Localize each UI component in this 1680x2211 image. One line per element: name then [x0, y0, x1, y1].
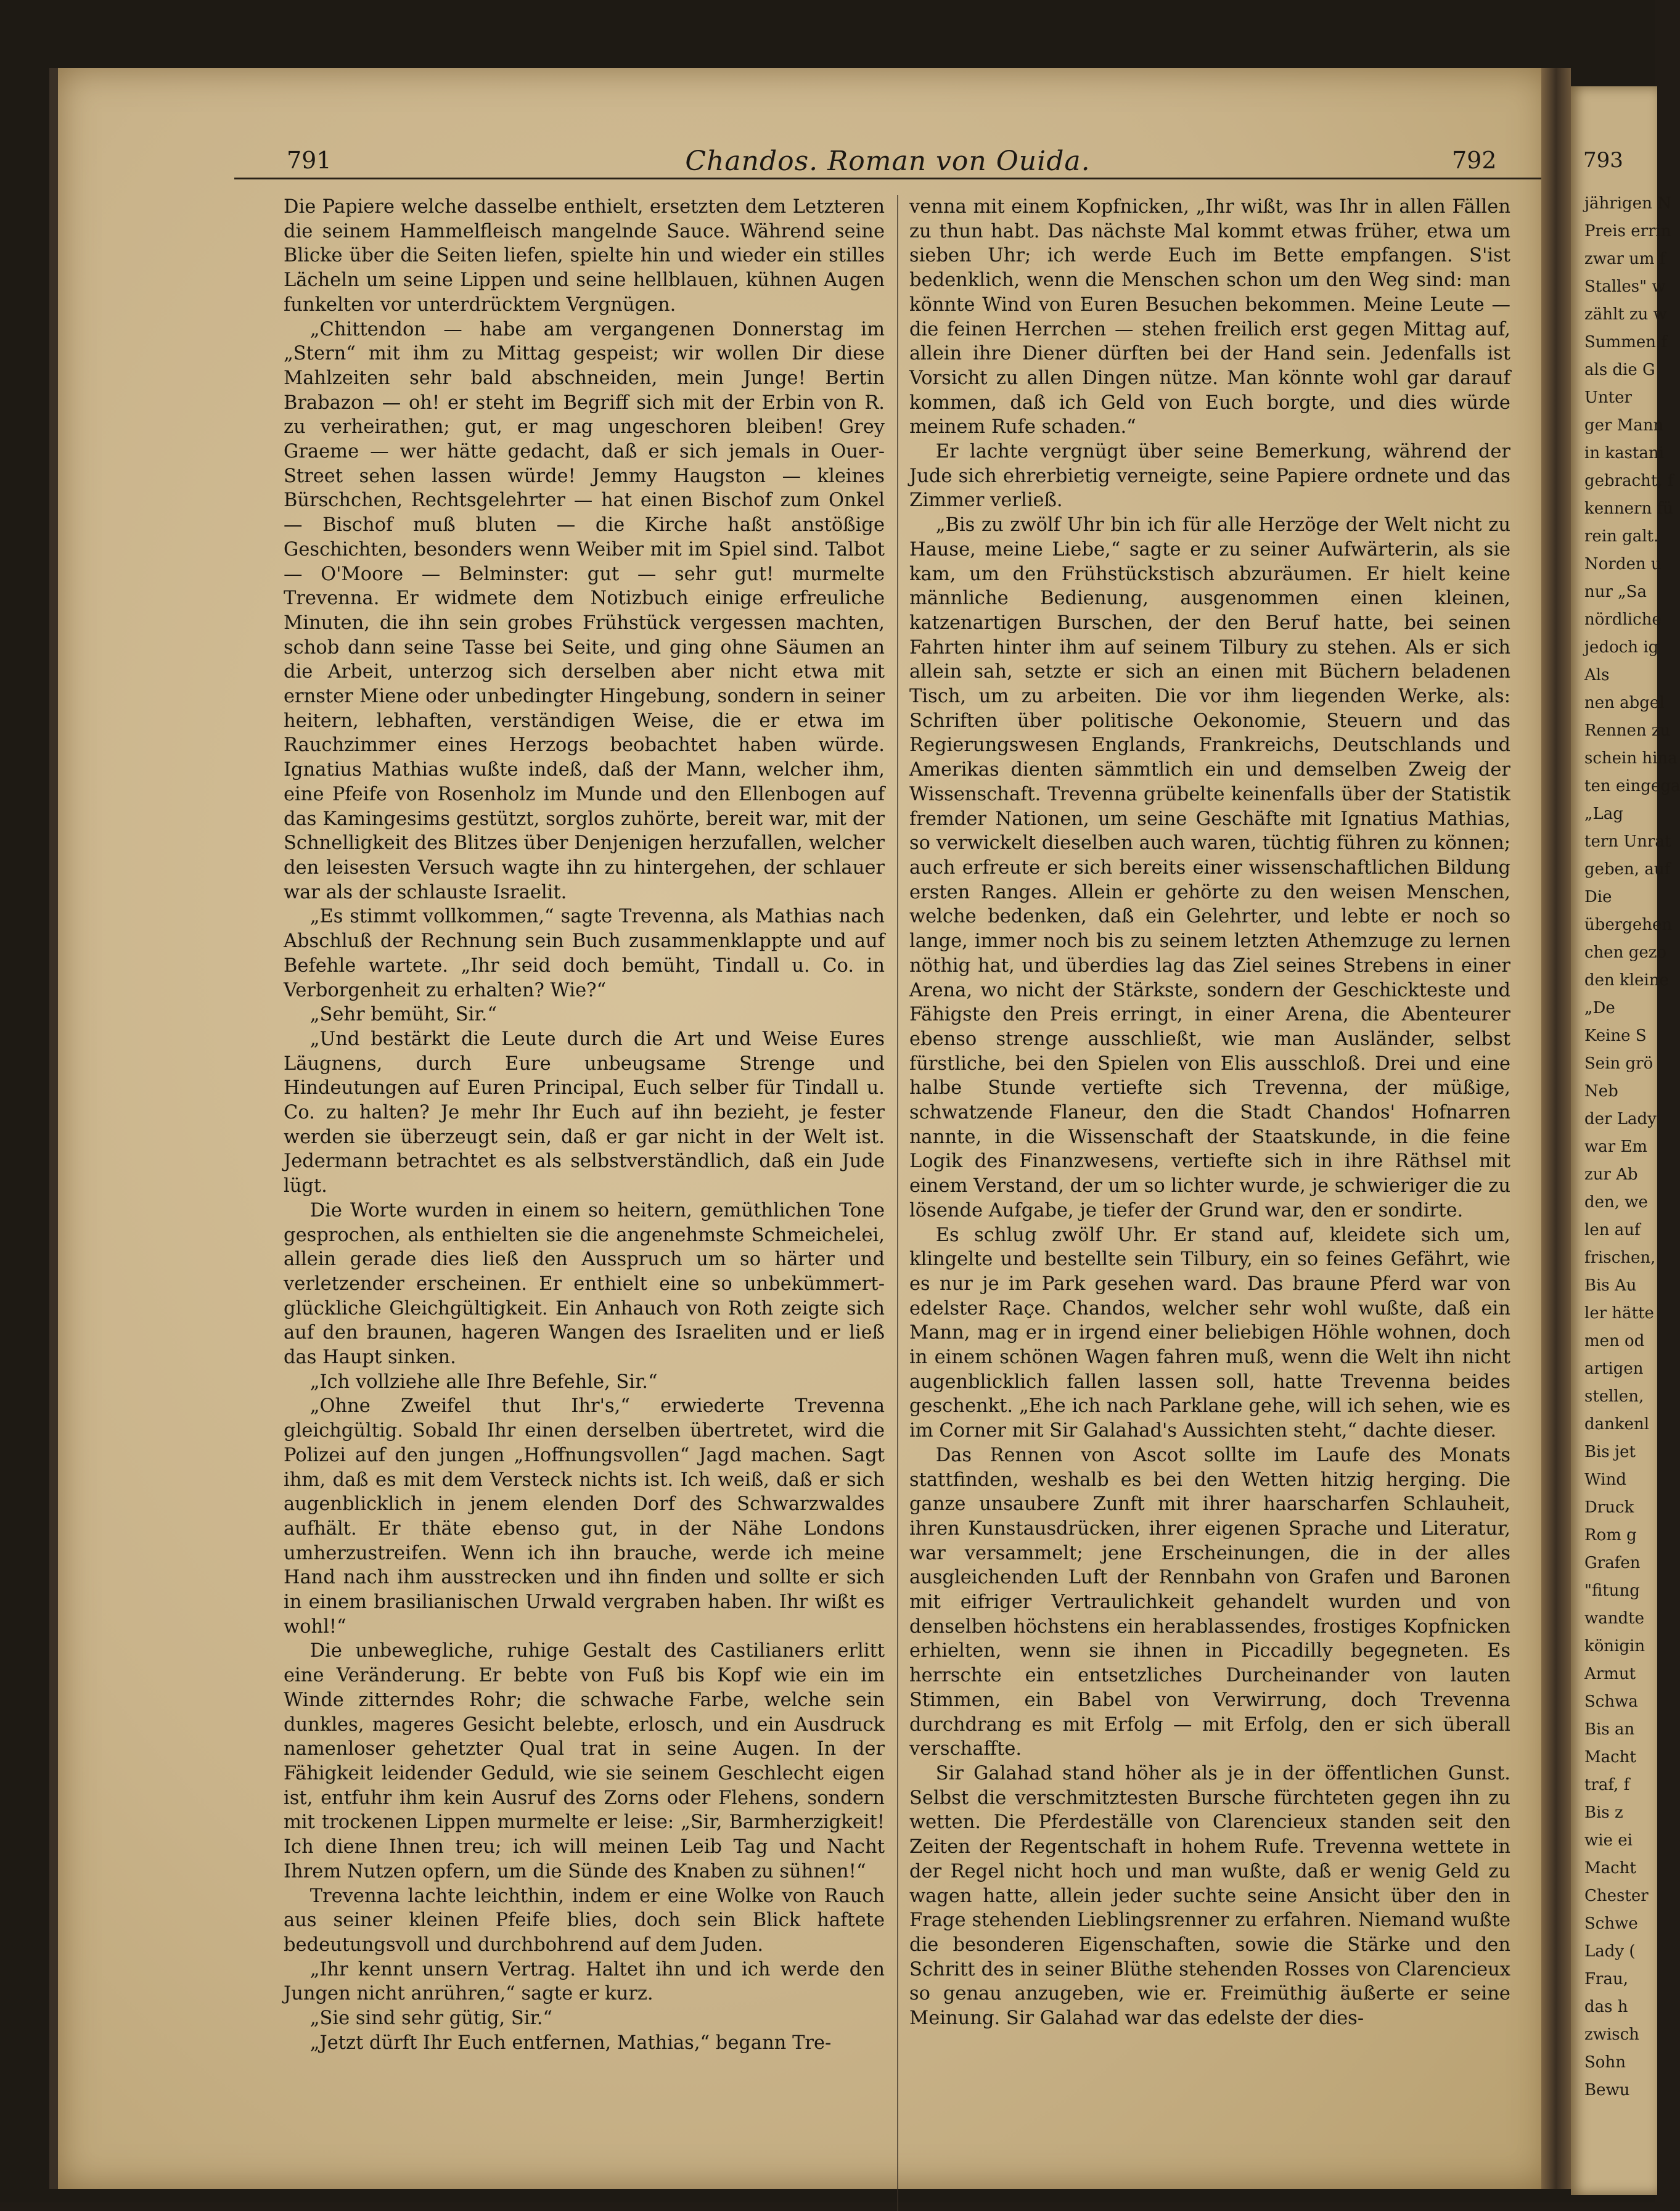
next-page-fragment: das h: [1584, 1998, 1628, 2016]
paragraph: „Bis zu zwölf Uhr bin ich für alle Herzöge der Welt nicht zu Hause, meine Liebe,“ sagte er zu seiner Aufwärterin, als sie kam, um den Frühstückstisch abzuräumen. Er hielt keine männliche Bedienung, ausgenommen einen kleinen, katzenartigen Burschen, der den Beruf hatte, bei seinen Fahrten hinter ihm auf seinem Tilbury zu stehen. Als er sich allein sah, setzte er sich an einen mit Büchern beladenen Tisch, um zu arbeiten. Die vor ihm liegenden Werke, als: Schriften über politische Oekonomie, Steuern und das Regierungswesen Englands, Frankreichs, Deutschlands und Amerikas dienten sämmtlich ein und demselben Zweig der Wissenschaft. Trevenna grübelte keinenfalls über der Statistik fremder Nationen, um seine Geschäfte mit Ignatius Mathias, so verwickelt dieselben auch waren, tüchtig führen zu können; auch erfreute er sich bereits einer wissenschaftlichen Bildung ersten Ranges. Allein er gehörte zu den weisen Menschen, welche bedenken, daß ein Gelehrter, und lebte er noch so lange, immer noch bis zu seinem letzten Athemzuge zu lernen nöthig hat, und überdies lag das Ziel seines Strebens in einer Arena, wo nicht der Stärkste, sondern der Geschickteste und Fähigste den Preis erringt, in einer Arena, die Abenteurer ebenso strenge ausschließt, wie man Ausländer, selbst fürstliche, bei den Spielen von Elis ausschloß. Drei und eine halbe Stunde vertiefte sich Trevenna, der müßige, schwatzende Flaneur, den die Stadt Chandos' Hofnarren nannte, in die Wissenschaft der Staatskunde, in die feine Logik des Finanzwesens, vertiefte sich in ihre Räthsel mit einem Verstand, der um so lichter wurde, je schwieriger die zu lösende Aufgabe, je tiefer der Grund war, den er sondirte.: [909, 514, 1510, 1221]
next-page-fragment: wie ei: [1584, 1831, 1633, 1850]
next-page-fragment: zwisch: [1584, 2025, 1639, 2044]
next-page-fragment: Unter: [1584, 388, 1632, 407]
next-page-fragment: in kastani: [1584, 444, 1664, 462]
paragraph: „Ihr kennt unsern Vertrag. Haltet ihn und ich werde den Jungen nicht anrühren,“ sagte er kurz.: [284, 1958, 885, 2005]
paragraph: Sir Galahad stand höher als je in der öffentlichen Gunst. Selbst die verschmitztesten Bursche fürchteten gegen ihn zu wetten. Die Pferdeställe von Clarencieux standen seit den Zeiten der Regentschaft in hohem Rufe. Trevenna wettete in der Regel nicht hoch und man wußte, daß er wenig Geld zu wagen hatte, allein jeder suchte seine Ansicht über den in Frage stehenden Lieblingsrenner zu erfahren. Niemand wußte die besonderen Eigenschaften, sowie die Stärke und den Schritt des in seiner Blüthe stehenden Rosses von Clarencieux so genau anzugeben, wie er. Freimüthig äußerte er seine Meinung. Sir Galahad war das edelste der dies-: [909, 1763, 1510, 2030]
next-page-fragment: gebracht, f: [1584, 472, 1674, 490]
paragraph: Trevenna lachte leichthin, indem er eine Wolke von Rauch aus seiner kleinen Pfeife blies, doch sein Blick haftete bedeutungsvoll und durchbohrend auf dem Juden.: [284, 1885, 885, 1956]
page-number-left: 791: [287, 147, 332, 174]
next-page-fragment: den kleine: [1584, 971, 1669, 990]
next-page-fragment: chen gezo: [1584, 943, 1667, 962]
next-page-fragment: frischen,: [1584, 1249, 1656, 1267]
next-page-fragment: Preis errin: [1584, 222, 1671, 240]
next-page-fragment: artigen: [1584, 1360, 1644, 1378]
next-page-fragment: men od: [1584, 1332, 1645, 1350]
page-header: [234, 134, 1541, 178]
next-page-fragment: „Lag: [1584, 805, 1623, 823]
next-page-fragment: als die G: [1584, 361, 1655, 379]
next-page-edge: [1571, 86, 1680, 2195]
next-page-fragment: zwar um f: [1584, 250, 1666, 268]
paragraph: „Ich vollziehe alle Ihre Befehle, Sir.“: [309, 1371, 658, 1393]
book-gutter: [1541, 68, 1571, 2189]
next-page-fragment: Rennen zu: [1584, 721, 1671, 740]
next-page-fragment: Summen f: [1584, 333, 1667, 351]
next-page-fragment: Druck: [1584, 1498, 1634, 1517]
next-page-fragment: Macht: [1584, 1859, 1636, 1877]
next-page-fragment: ler hätte: [1584, 1304, 1654, 1323]
next-page-fragment: "fitung: [1584, 1581, 1640, 1600]
next-page-fragment: Die: [1584, 888, 1612, 906]
paragraph: „Jetzt dürft Ihr Euch entfernen, Mathias,“ begann Tre-: [309, 2032, 832, 2054]
text-column-left: [284, 195, 885, 2055]
paragraph: Er lachte vergnügt über seine Bemerkung, während der Jude sich ehrerbietig verneigte, seine Papiere ordnete und das Zimmer verließ.: [909, 441, 1510, 512]
next-page-fragment: schein hina: [1584, 749, 1678, 768]
next-page-fragment: war Em: [1584, 1138, 1648, 1156]
next-page-fragment: Sein grö: [1584, 1054, 1653, 1073]
paragraph: venna mit einem Kopfnicken, „Ihr wißt, was Ihr in allen Fällen zu thun habt. Das nächste Mal kommt etwas früher, etwa um sieben Uhr; ich werde Euch im Bette empfangen. S'ist bedenklich, wenn die Menschen schon um den Weg sind: man könnte Wind von Euren Besuchen bekommen. Meine Leute — die feinen Herrchen — stehen freilich erst gegen Mittag auf, allein ihre Diener dürften bei der Hand sein. Jedenfalls ist Vorsicht zu allen Dingen nütze. Man könnte wohl gar darauf kommen, daß ich Geld von Euch borgte, und dies würde meinem Rufe schaden.“: [909, 196, 1510, 438]
text-column-right: [909, 195, 1510, 2031]
next-page-fragment: zur Ab: [1584, 1165, 1638, 1184]
next-page-fragment: nen abgel: [1584, 694, 1665, 712]
next-page-fragment: len auf: [1584, 1221, 1641, 1239]
next-page-fragment: Als: [1584, 666, 1610, 684]
next-page-fragment: Wind: [1584, 1471, 1626, 1489]
next-page-fragment: Bis an: [1584, 1720, 1635, 1739]
next-page-fragment: Macht: [1584, 1748, 1636, 1766]
next-page-fragment: übergehen: [1584, 916, 1673, 934]
next-page-fragment: Bis z: [1584, 1803, 1623, 1822]
next-page-fragment: tern Unrat: [1584, 832, 1671, 851]
paragraph: „Ohne Zweifel thut Ihr's,“ erwiederte Trevenna gleichgültig. Sobald Ihr einen derselben übertretet, wird die Polizei auf den jungen „Hoffnungsvollen“ Jagd machen. Sagt ihm, daß es mit dem Versteck nichts ist. Ich weiß, daß er sich augenblicklich in jenem elenden Dorf des Schwarzwaldes aufhält. Er thäte ebenso gut, in der Nähe Londons umherzustreifen. Wenn ich ihn brauche, werde ich meine Hand nach ihm ausstrecken und ihn finden und sollte er sich in einem brasilianischen Urwald vergraben haben. Ihr wißt es wohl!“: [284, 1395, 885, 1638]
paragraph: „Sie sind sehr gütig, Sir.“: [309, 2008, 553, 2030]
next-page-fragment: Sohn: [1584, 2053, 1626, 2072]
next-page-fragment: den, we: [1584, 1193, 1648, 1212]
next-page-fragment: königin: [1584, 1637, 1645, 1655]
next-page-fragment: Frau,: [1584, 1970, 1628, 1988]
paragraph: „Chittendon — habe am vergangenen Donnerstag im „Stern“ mit ihm zu Mittag gespeist; wir wollen Dir diese Mahlzeiten sehr bald abschneiden, mein Junge! Bertin Brabazon — oh! er steht im Begriff sich mit der Erbin von R. zu verheirathen; gut, er mag ungeschoren bleiben! Grey Graeme — wer hätte gedacht, daß er sich jemals in Ouer-Street sehen lassen würde! Jemmy Haugston — kleines Bürschchen, Rechtsgelehrter — hat einen Bischof zum Onkel — Bischof muß bluten — die Kirche haßt anstößige Geschichten, besonders wenn Weiber mit im Spiel sind. Talbot — O'Moore — Belminster: gut — sehr gut! murmelte Trevenna. Er widmete dem Notizbuch einige erfreuliche Minuten, die ihn sein grobes Frühstück vergessen machten, schob dann seine Tasse bei Seite, und ging ohne Säumen an die Arbeit, unterzog sich derselben aber nicht etwa mit ernster Miene oder unbedingter Hingebung, sondern in seiner heitern, lebhaften, verständigen Weise, die er etwa im Rauchzimmer eines Herzogs beobachtet haben würde. Ignatius Mathias wußte indeß, daß der Mann, welcher ihm, eine Pfeife von Rosenholz im Munde und den Ellenbogen auf das Kamingesims gestützt, sorglos zuhörte, bereit war, mit der Schnelligkeit des Blitzes über Denjenigen herzufallen, welcher den leisesten Versuch wagte ihn zu hintergehen, der schlauer war als der schlauste Israelit.: [284, 318, 885, 903]
next-page-fragment: ten eingega: [1584, 777, 1680, 795]
next-page-fragment: rein galt.: [1584, 527, 1659, 546]
next-page-fragment: wandte: [1584, 1609, 1644, 1628]
next-page-fragment: Norden u: [1584, 555, 1662, 573]
next-page-fragment: Bis Au: [1584, 1276, 1637, 1295]
next-page-fragment: zählt zu w: [1584, 305, 1667, 324]
next-page-fragment: Bewu: [1584, 2081, 1630, 2099]
next-page-fragment: stellen,: [1584, 1387, 1644, 1406]
next-page-fragment: kennern fü: [1584, 499, 1673, 518]
next-page-fragment: nur „Sa: [1584, 583, 1647, 601]
next-page-fragment: Lady (: [1584, 1942, 1636, 1961]
next-page-fragment: Keine S: [1584, 1027, 1647, 1045]
next-page-fragment: Stalles" w: [1584, 277, 1666, 296]
next-page-fragment: Schwa: [1584, 1692, 1638, 1711]
next-page-fragment: nördliche: [1584, 610, 1662, 629]
next-page-fragment: Chester: [1584, 1887, 1649, 1905]
paragraph: Es schlug zwölf Uhr. Er stand auf, kleidete sich um, klingelte und bestellte sein Tilbury, ein so feines Gefährt, wie es nur je im Park gesehen ward. Das braune Pferd war von edelster Raçe. Chandos, welcher sehr wohl wußte, daß ein Mann, mag er in irgend einer beliebigen Höhle wohnen, doch in einem schönen Wagen fahren muß, wenn die Welt ihn nicht augenblicklich fallen lassen soll, hatte Trevenna beides geschenkt. „Ehe ich nach Parklane gehe, will ich sehen, wie es im Corner mit Sir Galahad's Aussichten steht,“ dachte dieser.: [909, 1224, 1510, 1442]
paragraph: „Und bestärkt die Leute durch die Art und Weise Eures Läugnens, durch Eure unbeugsame Strenge und Hindeutungen auf Euren Principal, Euch selber für Tindall u. Co. zu halten? Je mehr Ihr Euch auf ihn bezieht, je fester werden sie überzeugt sein, daß er gar nicht in der Welt ist. Jedermann betrachtet es als selbstverständlich, daß ein Jude lügt.: [284, 1028, 885, 1197]
next-page-fragment: Rom g: [1584, 1526, 1637, 1544]
next-page-fragment: ger Mann: [1584, 416, 1664, 435]
next-page-fragment: jährigen N: [1584, 194, 1671, 213]
next-page-fragment: Schwe: [1584, 1914, 1638, 1933]
next-page-fragment: dankenl: [1584, 1415, 1650, 1434]
paragraph: „Es stimmt vollkommen,“ sagte Trevenna, als Mathias nach Abschluß der Rechnung sein Buch zusammenklappte und auf Befehle wartete. „Ihr seid doch bemüht, Tindall u. Co. in Verborgenheit zu erhalten? Wie?“: [284, 906, 885, 1001]
running-title: Chandos. Roman von Ouida.: [685, 146, 1091, 177]
next-page-fragment: jedoch ig: [1584, 638, 1659, 657]
paragraph: Die unbewegliche, ruhige Gestalt des Castilianers erlitt eine Veränderung. Er bebte von Fuß bis Kopf wie ein im Winde zitterndes Rohr; die schwache Farbe, welche sein dunkles, mageres Gesicht belebte, erlosch, und ein Ausdruck namenloser gehetzter Qual trat in seine Augen. In der Fähigkeit leidender Geduld, wie sie seinem Geschlecht eigen ist, entfuhr ihm kein Ausruf des Zorns oder Flehens, sondern mit trockenen Lippen murmelte er leise: „Sir, Barmherzigkeit! Ich diene Ihnen treu; ich will meinen Leib Tag und Nacht Ihrem Nutzen opfern, um die Sünde des Knaben zu sühnen!“: [284, 1640, 885, 1882]
next-page-fragment: Armut: [1584, 1665, 1636, 1683]
page-number-right: 792: [1452, 147, 1497, 174]
next-page-fragment: der Lady: [1584, 1110, 1657, 1128]
next-page-fragment: traf, f: [1584, 1776, 1630, 1794]
column-divider: [897, 195, 898, 2211]
paragraph: Die Worte wurden in einem so heitern, gemüthlichen Tone gesprochen, als enthielten sie die angenehmste Schmeichelei, allein gerade dies ließ den Ausspruch um so härter und verletzender erscheinen. Er enthielt eine so unbekümmert-glückliche Gleichgültigkeit. Ein Anhauch von Roth zeigte sich auf den braunen, hageren Wangen des Israeliten und er ließ das Haupt sinken.: [284, 1199, 885, 1369]
next-page-fragment: Neb: [1584, 1082, 1618, 1101]
header-rule: [234, 178, 1541, 179]
next-page-number: 793: [1583, 148, 1623, 173]
next-page-fragment: geben, auf: [1584, 860, 1671, 879]
paragraph: Das Rennen von Ascot sollte im Laufe des Monats stattfinden, weshalb es bei den Wetten hitzig herging. Die ganze unsaubere Zunft mit ihrer haarscharfen Schlauheit, ihren Kunstausdrücken, ihrer eigenen Sprache und Literatur, war versammelt; jene Erscheinungen, die in der alles ausgleichenden Luft der Rennbahn von Grafen und Baronen mit eifriger Vertraulichkeit gehandelt wurden und von denselben höchstens ein herablassendes, frostiges Kopfnicken erhielten, wenn sie ihnen in Piccadilly begegneten. Es herrschte ein entsetzliches Durcheinander von lauten Stimmen, ein Babel von Verwirrung, doch Trevenna durchdrang es mit Erfolg — mit Erfolg, den er sich überall verschaffte.: [909, 1444, 1510, 1760]
next-page-fragment: „De: [1584, 999, 1615, 1017]
next-page-fragment: Grafen: [1584, 1554, 1641, 1572]
paragraph: Die Papiere welche dasselbe enthielt, ersetzten dem Letzteren die seinem Hammelfleisch mangelnde Sauce. Während seine Blicke über die Seiten liefen, spielte hin und wieder ein stilles Lächeln um seine Lippen und seine hellblauen, kühnen Augen funkelten vor unterdrücktem Vergnügen.: [284, 196, 885, 316]
next-page-fragment: Bis jet: [1584, 1443, 1636, 1461]
paragraph: „Sehr bemüht, Sir.“: [309, 1004, 497, 1026]
